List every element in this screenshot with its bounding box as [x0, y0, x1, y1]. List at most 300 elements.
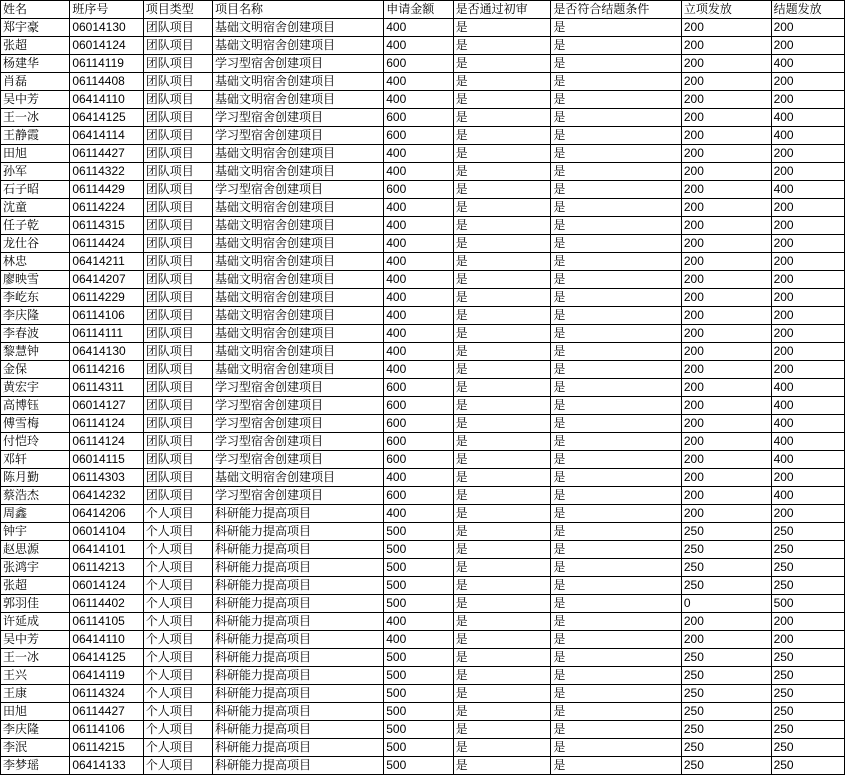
cell-type: 团队项目 — [143, 253, 212, 271]
cell-passed: 是 — [453, 631, 551, 649]
cell-type: 个人项目 — [143, 721, 212, 739]
cell-project: 基础文明宿舍创建项目 — [213, 217, 384, 235]
cell-passed: 是 — [453, 415, 551, 433]
cell-name: 王一冰 — [1, 649, 70, 667]
cell-meets: 是 — [551, 325, 681, 343]
table-row — [1, 19, 845, 37]
cell-name: 高博钰 — [1, 397, 70, 415]
cell-name: 王静霞 — [1, 127, 70, 145]
cell-name: 李梦瑶 — [1, 757, 70, 775]
cell-passed: 是 — [453, 55, 551, 73]
cell-class_no: 06114105 — [70, 613, 143, 631]
cell-amount: 400 — [384, 631, 453, 649]
cell-grant_start: 200 — [681, 343, 771, 361]
cell-name: 李泯 — [1, 739, 70, 757]
cell-project: 学习型宿舍创建项目 — [213, 415, 384, 433]
cell-grant_start: 200 — [681, 325, 771, 343]
table-row — [1, 469, 845, 487]
cell-class_no: 06014130 — [70, 19, 143, 37]
cell-grant_start: 200 — [681, 109, 771, 127]
cell-class_no: 06114322 — [70, 163, 143, 181]
cell-type: 个人项目 — [143, 667, 212, 685]
cell-project: 基础文明宿舍创建项目 — [213, 325, 384, 343]
cell-amount: 400 — [384, 505, 453, 523]
cell-grant_end: 200 — [771, 19, 844, 37]
cell-amount: 500 — [384, 667, 453, 685]
cell-grant_start: 250 — [681, 757, 771, 775]
cell-grant_end: 250 — [771, 523, 844, 541]
cell-meets: 是 — [551, 217, 681, 235]
cell-name: 李春波 — [1, 325, 70, 343]
cell-project: 基础文明宿舍创建项目 — [213, 361, 384, 379]
cell-type: 团队项目 — [143, 217, 212, 235]
cell-class_no: 06414119 — [70, 667, 143, 685]
cell-grant_end: 200 — [771, 361, 844, 379]
table-row — [1, 127, 845, 145]
cell-amount: 600 — [384, 451, 453, 469]
cell-project: 基础文明宿舍创建项目 — [213, 199, 384, 217]
cell-project: 基础文明宿舍创建项目 — [213, 343, 384, 361]
cell-grant_end: 250 — [771, 667, 844, 685]
cell-type: 团队项目 — [143, 91, 212, 109]
cell-grant_start: 200 — [681, 73, 771, 91]
cell-meets: 是 — [551, 127, 681, 145]
table-row — [1, 721, 845, 739]
cell-grant_start: 200 — [681, 631, 771, 649]
cell-type: 个人项目 — [143, 577, 212, 595]
cell-name: 郭羽佳 — [1, 595, 70, 613]
cell-grant_end: 500 — [771, 595, 844, 613]
cell-meets: 是 — [551, 631, 681, 649]
cell-grant_start: 200 — [681, 433, 771, 451]
cell-grant_start: 200 — [681, 379, 771, 397]
cell-type: 团队项目 — [143, 487, 212, 505]
cell-type: 团队项目 — [143, 19, 212, 37]
table-row — [1, 415, 845, 433]
cell-grant_start: 250 — [681, 721, 771, 739]
cell-class_no: 06114119 — [70, 55, 143, 73]
cell-passed: 是 — [453, 541, 551, 559]
cell-type: 个人项目 — [143, 703, 212, 721]
cell-class_no: 06414211 — [70, 253, 143, 271]
cell-name: 郑宇豪 — [1, 19, 70, 37]
cell-amount: 400 — [384, 145, 453, 163]
cell-grant_start: 250 — [681, 685, 771, 703]
cell-class_no: 06414207 — [70, 271, 143, 289]
cell-amount: 400 — [384, 235, 453, 253]
cell-grant_end: 400 — [771, 487, 844, 505]
cell-passed: 是 — [453, 433, 551, 451]
cell-grant_start: 200 — [681, 307, 771, 325]
cell-amount: 400 — [384, 19, 453, 37]
cell-grant_end: 400 — [771, 415, 844, 433]
cell-passed: 是 — [453, 577, 551, 595]
cell-grant_start: 200 — [681, 145, 771, 163]
cell-project: 基础文明宿舍创建项目 — [213, 73, 384, 91]
cell-grant_end: 200 — [771, 145, 844, 163]
table-row — [1, 379, 845, 397]
cell-meets: 是 — [551, 451, 681, 469]
table-row — [1, 271, 845, 289]
cell-grant_start: 250 — [681, 559, 771, 577]
table-row — [1, 667, 845, 685]
cell-amount: 400 — [384, 361, 453, 379]
cell-class_no: 06114402 — [70, 595, 143, 613]
table-row — [1, 325, 845, 343]
cell-grant_end: 200 — [771, 469, 844, 487]
cell-meets: 是 — [551, 253, 681, 271]
cell-type: 团队项目 — [143, 361, 212, 379]
cell-project: 科研能力提高项目 — [213, 523, 384, 541]
cell-passed: 是 — [453, 703, 551, 721]
cell-amount: 400 — [384, 217, 453, 235]
cell-grant_end: 400 — [771, 109, 844, 127]
cell-meets: 是 — [551, 559, 681, 577]
cell-class_no: 06114315 — [70, 217, 143, 235]
cell-type: 团队项目 — [143, 307, 212, 325]
cell-grant_end: 200 — [771, 631, 844, 649]
cell-passed: 是 — [453, 739, 551, 757]
cell-meets: 是 — [551, 37, 681, 55]
table-row — [1, 181, 845, 199]
cell-project: 学习型宿舍创建项目 — [213, 433, 384, 451]
table-row — [1, 433, 845, 451]
cell-grant_start: 200 — [681, 55, 771, 73]
cell-grant_start: 200 — [681, 451, 771, 469]
cell-class_no: 06114229 — [70, 289, 143, 307]
cell-name: 黎慧钟 — [1, 343, 70, 361]
table-row — [1, 307, 845, 325]
cell-grant_start: 200 — [681, 163, 771, 181]
cell-class_no: 06114215 — [70, 739, 143, 757]
cell-name: 钟宇 — [1, 523, 70, 541]
cell-grant_start: 200 — [681, 181, 771, 199]
cell-type: 团队项目 — [143, 127, 212, 145]
cell-passed: 是 — [453, 127, 551, 145]
cell-passed: 是 — [453, 19, 551, 37]
cell-type: 个人项目 — [143, 685, 212, 703]
table-row — [1, 253, 845, 271]
table-row — [1, 361, 845, 379]
table-row — [1, 235, 845, 253]
cell-type: 团队项目 — [143, 37, 212, 55]
cell-meets: 是 — [551, 289, 681, 307]
cell-name: 张超 — [1, 37, 70, 55]
cell-class_no: 06414114 — [70, 127, 143, 145]
cell-meets: 是 — [551, 649, 681, 667]
cell-grant_start: 200 — [681, 361, 771, 379]
cell-passed: 是 — [453, 379, 551, 397]
cell-meets: 是 — [551, 667, 681, 685]
cell-amount: 600 — [384, 487, 453, 505]
cell-meets: 是 — [551, 757, 681, 775]
cell-class_no: 06114216 — [70, 361, 143, 379]
cell-class_no: 06114106 — [70, 307, 143, 325]
cell-passed: 是 — [453, 361, 551, 379]
cell-amount: 500 — [384, 559, 453, 577]
cell-name: 蔡浩杰 — [1, 487, 70, 505]
column-header-project: 项目名称 — [213, 1, 384, 19]
cell-class_no: 06014104 — [70, 523, 143, 541]
cell-class_no: 06114224 — [70, 199, 143, 217]
cell-project: 科研能力提高项目 — [213, 703, 384, 721]
table-row — [1, 577, 845, 595]
cell-meets: 是 — [551, 235, 681, 253]
table-row — [1, 757, 845, 775]
cell-name: 张鸿宇 — [1, 559, 70, 577]
cell-meets: 是 — [551, 343, 681, 361]
cell-grant_start: 250 — [681, 667, 771, 685]
cell-class_no: 06414133 — [70, 757, 143, 775]
cell-name: 王一冰 — [1, 109, 70, 127]
cell-passed: 是 — [453, 163, 551, 181]
cell-passed: 是 — [453, 757, 551, 775]
cell-passed: 是 — [453, 559, 551, 577]
cell-meets: 是 — [551, 109, 681, 127]
cell-meets: 是 — [551, 487, 681, 505]
cell-meets: 是 — [551, 361, 681, 379]
cell-meets: 是 — [551, 523, 681, 541]
cell-passed: 是 — [453, 649, 551, 667]
cell-amount: 400 — [384, 289, 453, 307]
cell-passed: 是 — [453, 307, 551, 325]
cell-name: 周鑫 — [1, 505, 70, 523]
cell-project: 科研能力提高项目 — [213, 559, 384, 577]
cell-type: 团队项目 — [143, 235, 212, 253]
column-header-grant-end: 结题发放 — [771, 1, 844, 19]
cell-grant_start: 200 — [681, 289, 771, 307]
cell-grant_end: 200 — [771, 217, 844, 235]
cell-class_no: 06414130 — [70, 343, 143, 361]
table-row — [1, 397, 845, 415]
cell-meets: 是 — [551, 163, 681, 181]
cell-passed: 是 — [453, 487, 551, 505]
cell-project: 学习型宿舍创建项目 — [213, 379, 384, 397]
cell-grant_end: 200 — [771, 307, 844, 325]
table-row — [1, 109, 845, 127]
cell-passed: 是 — [453, 235, 551, 253]
cell-grant_start: 0 — [681, 595, 771, 613]
table-row — [1, 199, 845, 217]
cell-grant_end: 400 — [771, 433, 844, 451]
cell-amount: 600 — [384, 397, 453, 415]
cell-type: 团队项目 — [143, 415, 212, 433]
table-row — [1, 505, 845, 523]
cell-grant_end: 400 — [771, 55, 844, 73]
cell-amount: 400 — [384, 469, 453, 487]
table-row — [1, 613, 845, 631]
cell-grant_end: 250 — [771, 685, 844, 703]
cell-meets: 是 — [551, 613, 681, 631]
cell-class_no: 06114429 — [70, 181, 143, 199]
cell-meets: 是 — [551, 505, 681, 523]
cell-class_no: 06014127 — [70, 397, 143, 415]
cell-amount: 600 — [384, 181, 453, 199]
cell-grant_start: 200 — [681, 505, 771, 523]
cell-type: 团队项目 — [143, 451, 212, 469]
column-header-grant-start: 立项发放 — [681, 1, 771, 19]
cell-grant_start: 200 — [681, 127, 771, 145]
cell-meets: 是 — [551, 55, 681, 73]
cell-type: 团队项目 — [143, 343, 212, 361]
cell-meets: 是 — [551, 541, 681, 559]
table-row — [1, 91, 845, 109]
cell-name: 杨建华 — [1, 55, 70, 73]
cell-name: 李庆隆 — [1, 721, 70, 739]
cell-class_no: 06114111 — [70, 325, 143, 343]
cell-grant_end: 250 — [771, 757, 844, 775]
cell-passed: 是 — [453, 73, 551, 91]
cell-project: 学习型宿舍创建项目 — [213, 55, 384, 73]
cell-grant_start: 200 — [681, 199, 771, 217]
cell-name: 李庆隆 — [1, 307, 70, 325]
cell-type: 团队项目 — [143, 145, 212, 163]
cell-grant_start: 200 — [681, 217, 771, 235]
cell-grant_end: 250 — [771, 649, 844, 667]
cell-meets: 是 — [551, 685, 681, 703]
cell-project: 基础文明宿舍创建项目 — [213, 163, 384, 181]
cell-grant_start: 250 — [681, 739, 771, 757]
table-row — [1, 145, 845, 163]
cell-class_no: 06014124 — [70, 577, 143, 595]
cell-grant_start: 250 — [681, 523, 771, 541]
table-row — [1, 289, 845, 307]
cell-grant_start: 200 — [681, 91, 771, 109]
cell-passed: 是 — [453, 523, 551, 541]
cell-name: 傅雪梅 — [1, 415, 70, 433]
cell-passed: 是 — [453, 181, 551, 199]
cell-name: 王兴 — [1, 667, 70, 685]
cell-grant_end: 200 — [771, 343, 844, 361]
cell-meets: 是 — [551, 739, 681, 757]
cell-type: 团队项目 — [143, 379, 212, 397]
cell-grant_end: 200 — [771, 91, 844, 109]
cell-grant_end: 250 — [771, 739, 844, 757]
cell-type: 个人项目 — [143, 505, 212, 523]
cell-amount: 600 — [384, 379, 453, 397]
cell-class_no: 06114124 — [70, 433, 143, 451]
cell-name: 许延成 — [1, 613, 70, 631]
cell-project: 科研能力提高项目 — [213, 721, 384, 739]
cell-grant_start: 200 — [681, 235, 771, 253]
cell-amount: 400 — [384, 37, 453, 55]
cell-amount: 400 — [384, 163, 453, 181]
cell-passed: 是 — [453, 505, 551, 523]
cell-name: 田旭 — [1, 703, 70, 721]
column-header-class-no: 班序号 — [70, 1, 143, 19]
cell-meets: 是 — [551, 307, 681, 325]
cell-grant_end: 400 — [771, 181, 844, 199]
cell-name: 赵思源 — [1, 541, 70, 559]
cell-name: 龙仕谷 — [1, 235, 70, 253]
cell-project: 基础文明宿舍创建项目 — [213, 289, 384, 307]
cell-project: 科研能力提高项目 — [213, 505, 384, 523]
cell-type: 团队项目 — [143, 163, 212, 181]
column-header-amount: 申请金额 — [384, 1, 453, 19]
cell-grant_end: 250 — [771, 703, 844, 721]
cell-grant_start: 250 — [681, 703, 771, 721]
cell-passed: 是 — [453, 595, 551, 613]
cell-project: 科研能力提高项目 — [213, 631, 384, 649]
cell-passed: 是 — [453, 91, 551, 109]
cell-type: 个人项目 — [143, 559, 212, 577]
column-header-name: 姓名 — [1, 1, 70, 19]
cell-grant_end: 250 — [771, 541, 844, 559]
cell-grant_end: 200 — [771, 325, 844, 343]
cell-grant_end: 250 — [771, 577, 844, 595]
table-row — [1, 541, 845, 559]
cell-type: 个人项目 — [143, 595, 212, 613]
cell-passed: 是 — [453, 451, 551, 469]
cell-class_no: 06014124 — [70, 37, 143, 55]
cell-grant_start: 200 — [681, 397, 771, 415]
cell-passed: 是 — [453, 253, 551, 271]
cell-type: 个人项目 — [143, 631, 212, 649]
cell-type: 团队项目 — [143, 199, 212, 217]
cell-class_no: 06414101 — [70, 541, 143, 559]
cell-name: 肖磊 — [1, 73, 70, 91]
cell-class_no: 06114303 — [70, 469, 143, 487]
cell-project: 科研能力提高项目 — [213, 685, 384, 703]
cell-amount: 500 — [384, 739, 453, 757]
cell-amount: 400 — [384, 613, 453, 631]
cell-meets: 是 — [551, 199, 681, 217]
cell-project: 基础文明宿舍创建项目 — [213, 91, 384, 109]
cell-meets: 是 — [551, 397, 681, 415]
cell-passed: 是 — [453, 721, 551, 739]
table-row — [1, 451, 845, 469]
cell-project: 学习型宿舍创建项目 — [213, 181, 384, 199]
cell-passed: 是 — [453, 343, 551, 361]
cell-amount: 600 — [384, 415, 453, 433]
cell-project: 学习型宿舍创建项目 — [213, 397, 384, 415]
cell-name: 石子昭 — [1, 181, 70, 199]
table-row — [1, 343, 845, 361]
cell-amount: 600 — [384, 109, 453, 127]
cell-passed: 是 — [453, 667, 551, 685]
cell-meets: 是 — [551, 19, 681, 37]
cell-name: 付恺玲 — [1, 433, 70, 451]
cell-project: 科研能力提高项目 — [213, 595, 384, 613]
cell-grant_end: 200 — [771, 199, 844, 217]
cell-name: 林忠 — [1, 253, 70, 271]
cell-name: 王康 — [1, 685, 70, 703]
cell-meets: 是 — [551, 703, 681, 721]
table-row — [1, 523, 845, 541]
cell-amount: 500 — [384, 595, 453, 613]
table-row — [1, 37, 845, 55]
cell-class_no: 06414110 — [70, 631, 143, 649]
cell-meets: 是 — [551, 181, 681, 199]
cell-type: 团队项目 — [143, 469, 212, 487]
cell-amount: 500 — [384, 757, 453, 775]
cell-grant_start: 200 — [681, 253, 771, 271]
cell-amount: 600 — [384, 433, 453, 451]
cell-grant_start: 200 — [681, 271, 771, 289]
cell-grant_start: 200 — [681, 613, 771, 631]
cell-project: 科研能力提高项目 — [213, 739, 384, 757]
cell-type: 个人项目 — [143, 613, 212, 631]
cell-class_no: 06414110 — [70, 91, 143, 109]
cell-meets: 是 — [551, 469, 681, 487]
cell-grant_start: 200 — [681, 19, 771, 37]
cell-name: 吴中芳 — [1, 631, 70, 649]
cell-project: 科研能力提高项目 — [213, 667, 384, 685]
cell-amount: 500 — [384, 685, 453, 703]
cell-name: 孙军 — [1, 163, 70, 181]
cell-passed: 是 — [453, 397, 551, 415]
cell-passed: 是 — [453, 289, 551, 307]
